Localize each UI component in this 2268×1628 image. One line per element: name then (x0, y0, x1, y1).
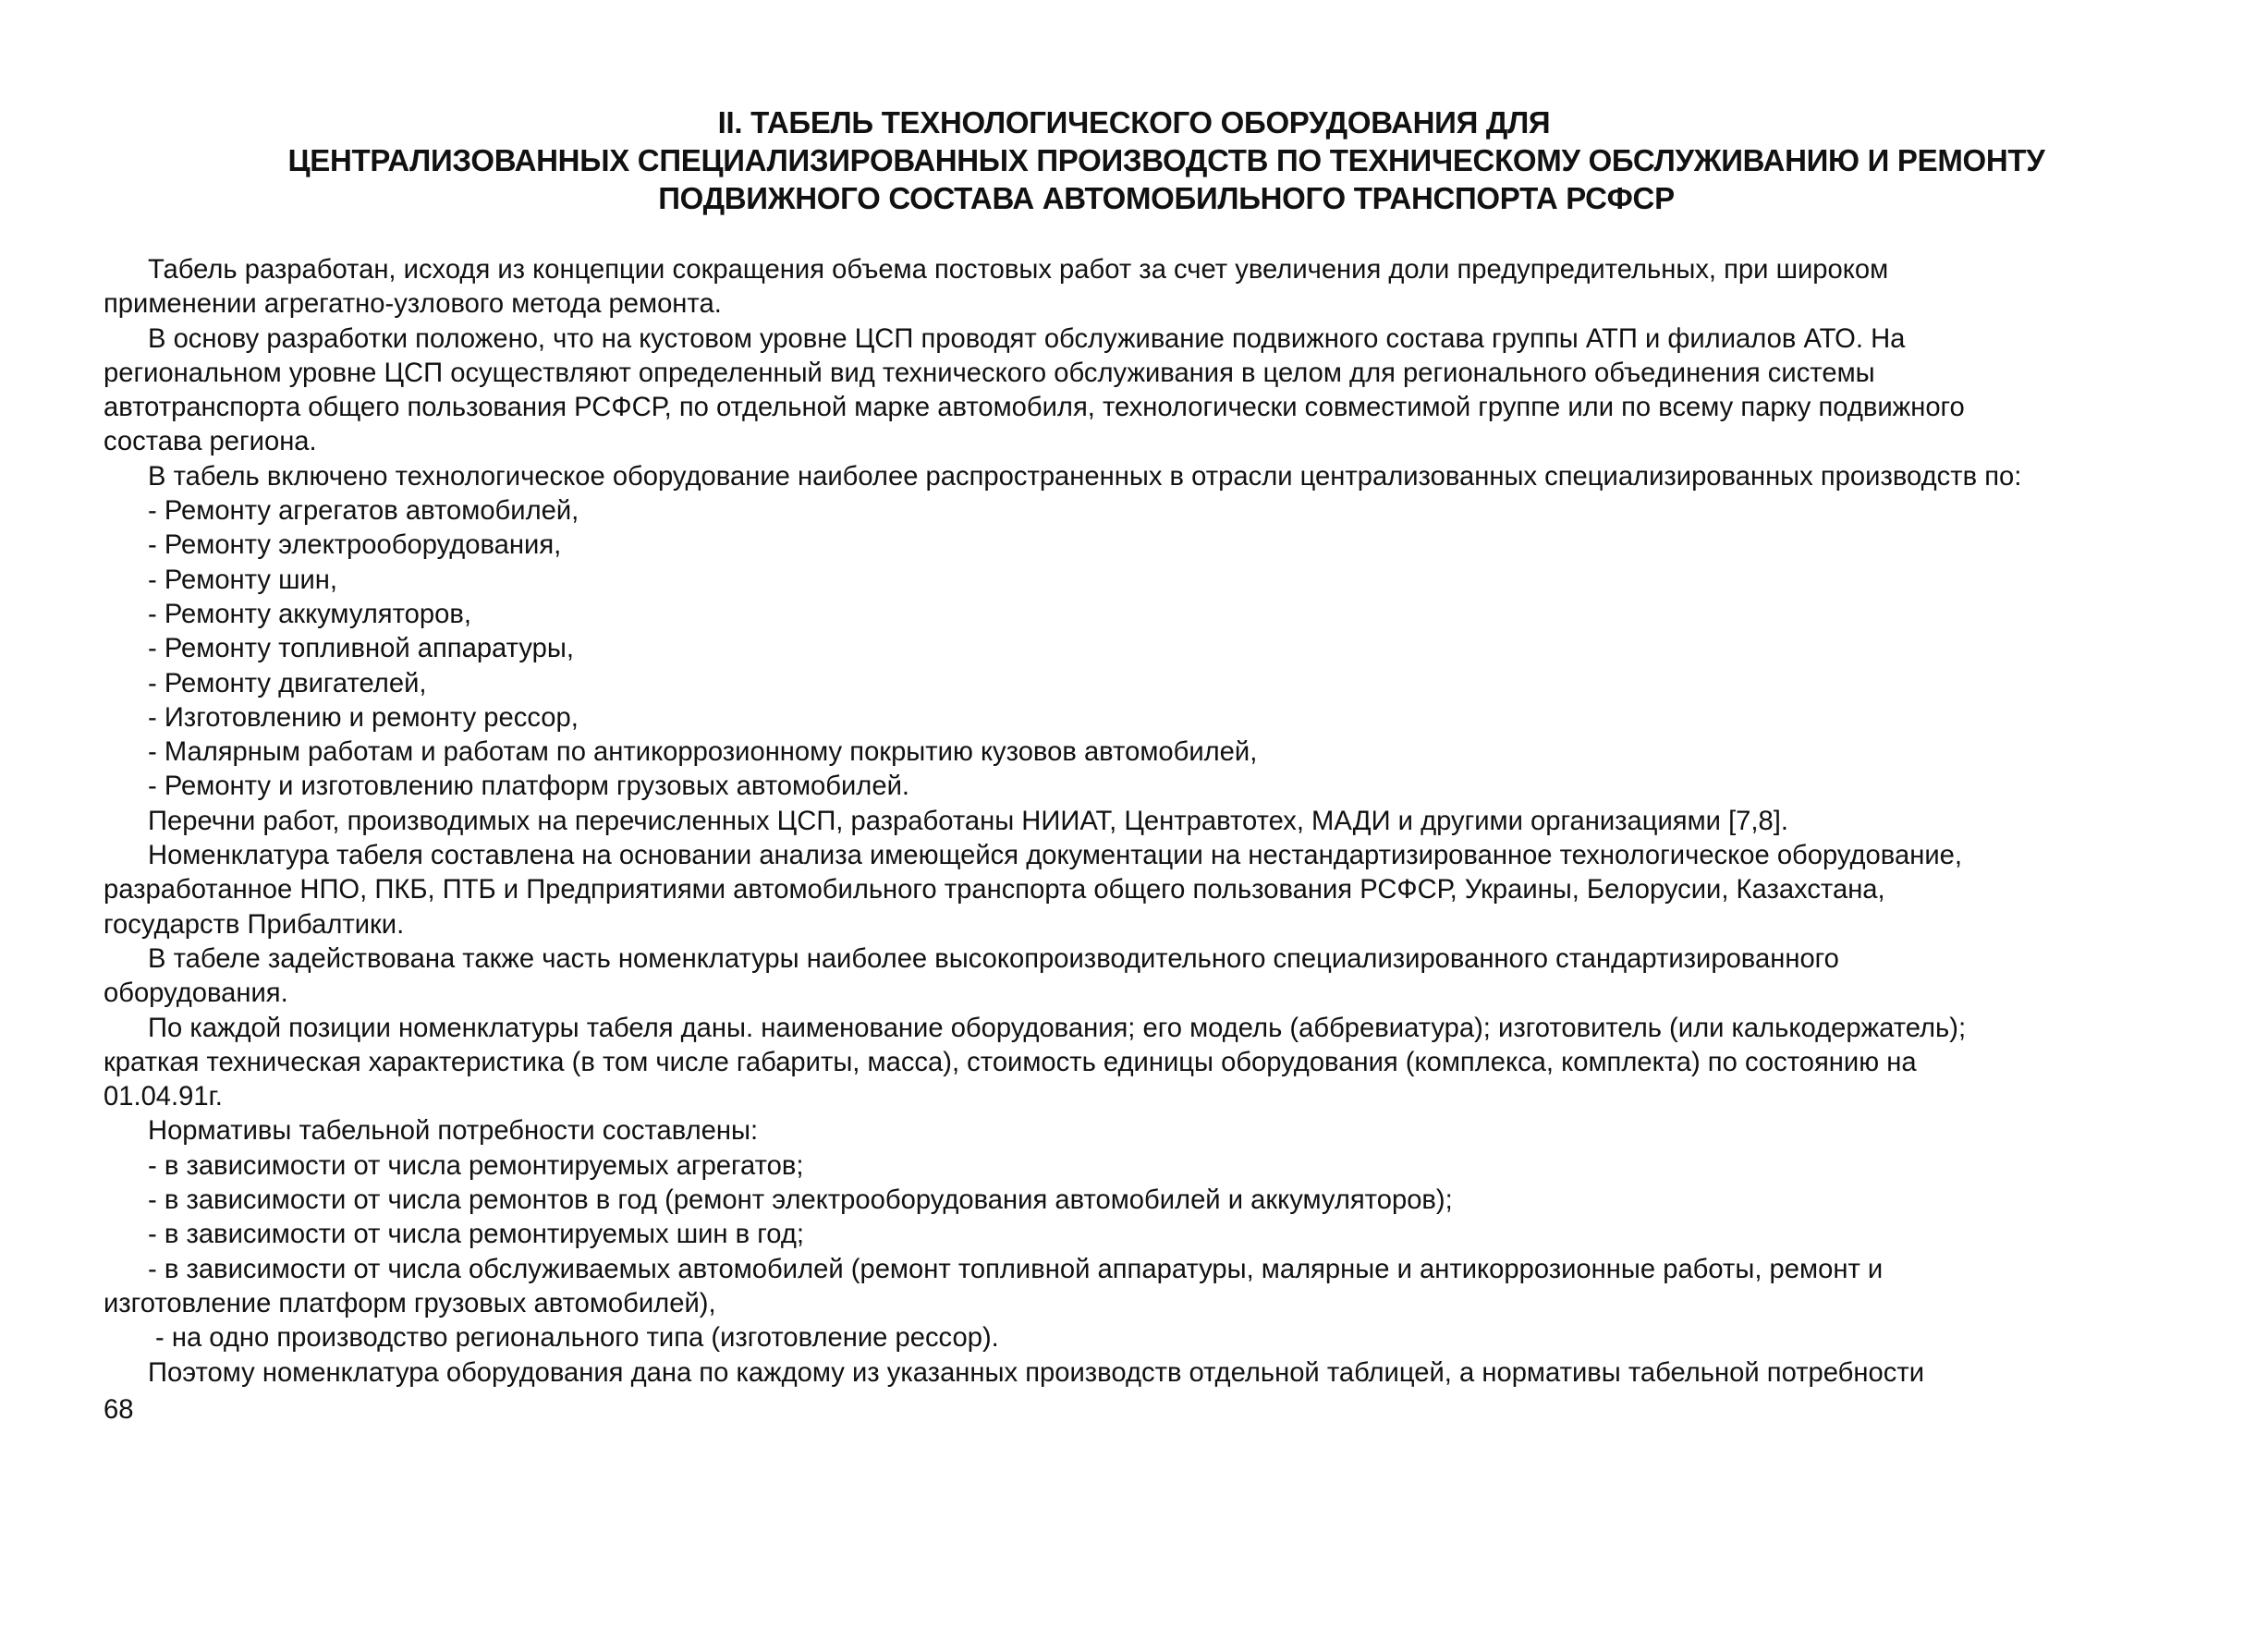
text-line: применении агрегатно-узлового метода ремонта. (104, 289, 722, 320)
paragraph-included (104, 460, 2257, 494)
text-line: Табель разработан, исходя из концепции сокращения объема постовых работ за счет увеличения доли предупредительных, при широком (148, 255, 1889, 285)
paragraph-norms (104, 1114, 2257, 1148)
list-item: - Малярным работам и работам по антикоррозионному покрытию кузовов автомобилей, (148, 737, 1258, 768)
page-number: 68 (104, 1395, 134, 1425)
list-item: - в зависимости от числа ремонтируемых шин в год; (148, 1220, 804, 1250)
text-line: - в зависимости от числа обслуживаемых автомобилей (ремонт топливной аппаратуры, малярные и антикоррозионные работы, ремонт и (148, 1254, 1884, 1284)
paragraph-work-lists (104, 805, 2257, 839)
text-line: В табеле задействована также часть номенклатуры наиболее высокопроизводительного специализированного стандартизированного (148, 943, 1839, 974)
text-line: Поэтому номенклатура оборудования дана по каждому из указанных производств отдельной таблицей, а нормативы табельной потребности (148, 1357, 1925, 1388)
text-line: По каждой позиции номенклатуры табеля даны. наименование оборудования; его модель (аббревиатура); изготовитель (или калькодержатель); (148, 1013, 1967, 1043)
list-item: - Ремонту и изготовлению платформ грузовых автомобилей. (148, 771, 909, 802)
list-item: - в зависимости от числа ремонтируемых агрегатов; (148, 1150, 804, 1181)
list-item: - в зависимости от числа ремонтов в год (ремонт электрооборудования автомобилей и аккумуляторов); (148, 1185, 1453, 1216)
list-item: - Ремонту электрооборудования, (148, 530, 562, 561)
text-line: В табель включено технологическое оборудование наиболее распространенных в отрасли централизованных специализированных производств по: (148, 461, 2022, 492)
text-line: состава региона. (104, 427, 317, 457)
list-item: - Ремонту шин, (148, 565, 338, 595)
text-line: Перечни работ, производимых на перечисленных ЦСП, разработаны НИИАТ, Центравтотех, МАДИ и другими организациями [7,8]. (148, 806, 1788, 836)
list-item: - Изготовлению и ремонту рессор, (148, 702, 579, 733)
paragraph-standardized (104, 942, 2257, 1012)
list-item: - Ремонту топливной аппаратуры, (148, 634, 574, 664)
paragraph-therefore (104, 1356, 2257, 1391)
title-line-1: II. ТАБЕЛЬ ТЕХНОЛОГИЧЕСКОГО ОБОРУДОВАНИЯ ДЛЯ (717, 105, 1551, 140)
title-line-2: ЦЕНТРАЛИЗОВАННЫХ СПЕЦИАЛИЗИРОВАННЫХ ПРОИЗВОДСТВ ПО ТЕХНИЧЕСКОМУ ОБСЛУЖИВАНИЮ И РЕМОНТУ (287, 143, 2045, 177)
text-line: разработанное НПО, ПКБ, ПТБ и Предприятиями автомобильного транспорта общего пользования РСФСР, Украины, Белорусии, Казахстана, (104, 875, 1885, 905)
norms-list (104, 1149, 2257, 1356)
paragraph-basis (104, 322, 2257, 460)
paragraph-nomenclature (104, 839, 2257, 942)
text-line: Нормативы табельной потребности составлены: (148, 1116, 759, 1147)
text-line: оборудования. (104, 978, 288, 1009)
text-line: краткая техническая характеристика (в том числе габариты, масса), стоимость единицы оборудования (комплекса, комплекта) по состоянию на (104, 1047, 1917, 1077)
list-item: - Ремонту агрегатов автомобилей, (148, 496, 579, 527)
list-item: - на одно производство регионального типа (изготовление рессор). (155, 1323, 999, 1354)
production-list (104, 494, 2257, 805)
list-item: - Ремонту двигателей, (148, 668, 427, 699)
section-title (0, 103, 2268, 217)
text-line: автотранспорта общего пользования РСФСР, по отдельной марке автомобиля, технологически совместимой группе или по всему парку подвижного (104, 393, 1965, 423)
title-line-3: ПОДВИЖНОГО СОСТАВА АВТОМОБИЛЬНОГО ТРАНСПОРТА РСФСР (658, 181, 1675, 215)
text-line: Номенклатура табеля составлена на основании анализа имеющейся документации на нестандартизированное технологическое оборудование, (148, 841, 1962, 871)
text-line: изготовление платформ грузовых автомобилей), (104, 1288, 716, 1318)
list-item (104, 1253, 2257, 1322)
list-item: - Ремонту аккумуляторов, (148, 599, 471, 629)
text-line: 01.04.91г. (104, 1082, 223, 1112)
text-line: В основу разработки положено, что на кустовом уровне ЦСП проводят обслуживание подвижного состава группы АТП и филиалов АТО. На (148, 323, 1906, 354)
text-line: региональном уровне ЦСП осуществляют определенный вид технического обслуживания в целом для регионального объединения системы (104, 358, 1875, 388)
text-line: государств Прибалтики. (104, 909, 405, 940)
paragraph-intro (104, 253, 2257, 322)
document-body (104, 253, 2257, 1391)
paragraph-positions (104, 1012, 2257, 1115)
